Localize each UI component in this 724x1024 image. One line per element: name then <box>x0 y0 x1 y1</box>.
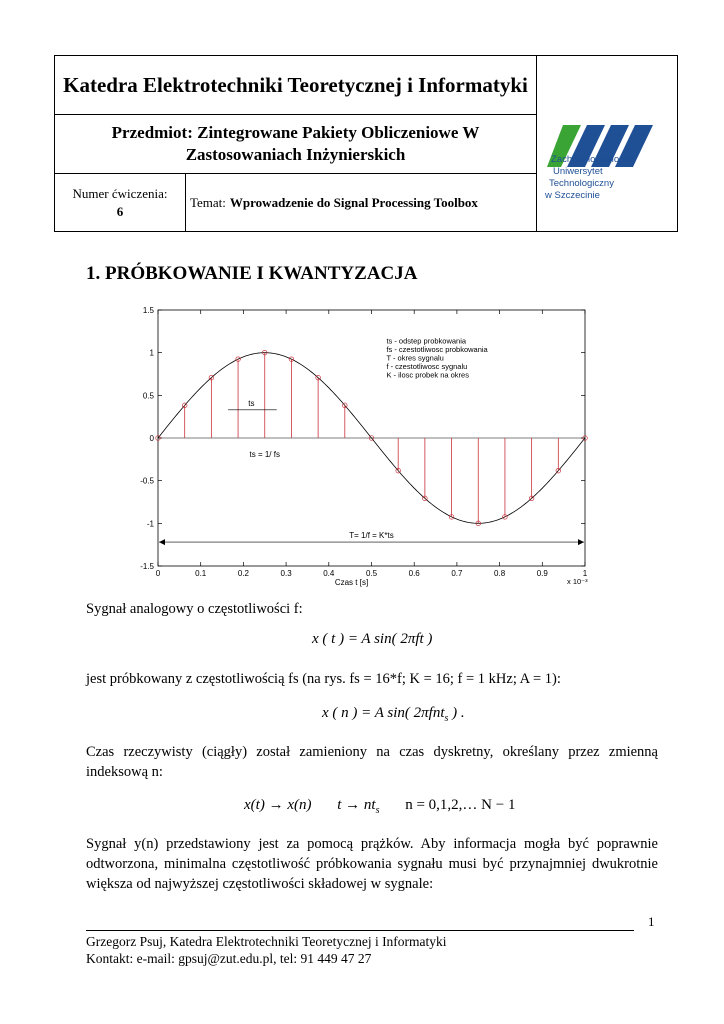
header-left <box>54 55 537 232</box>
exercise-label: Numer ćwiczenia: <box>72 186 168 201</box>
equation-3-part-2: t → nt <box>337 797 376 813</box>
topic-cell <box>187 174 536 231</box>
equation-2-rhs: A sin( 2πfnt <box>374 705 445 721</box>
period-formula: T= 1/f = K*ts <box>349 531 394 541</box>
exercise-number-cell <box>55 174 186 231</box>
equation-1 <box>312 631 432 648</box>
ts-formula: ts = 1/ fs <box>249 449 280 459</box>
equation-2-sub: s <box>444 713 449 724</box>
chart-x-ticks <box>156 310 588 587</box>
legend-line: f - czestotliwosc sygnalu <box>386 361 468 371</box>
topic-label: Temat: <box>190 194 226 210</box>
page-number: 1 <box>648 914 655 929</box>
footer <box>86 933 447 967</box>
paragraph-3: Czas rzeczywisty (ciągły) został zamieniony na czas dyskretny, określany przez zmienną indeksową n: <box>86 744 658 780</box>
legend-line: K - ilosc probek na okres <box>386 370 469 380</box>
legend-line: ts - odstep probkowania <box>386 336 467 346</box>
paragraph-1: Sygnał analogowy o częstotliwości f: <box>86 601 303 617</box>
y-tick-label: 1 <box>149 348 154 358</box>
y-tick-label: 1.5 <box>142 306 154 315</box>
x-axis-multiplier: x 10⁻³ <box>567 577 588 586</box>
equation-3 <box>244 797 515 816</box>
x-tick-label: 0.8 <box>494 569 506 578</box>
period-arrow-right-icon <box>578 539 584 545</box>
subject-title <box>55 115 536 174</box>
x-tick-label: 0.9 <box>536 569 548 578</box>
header-table <box>54 55 678 232</box>
exercise-row <box>55 174 536 231</box>
footer-author: Grzegorz Psuj, Katedra Elektrotechniki Teoretycznej i Informatyki <box>86 934 447 949</box>
x-tick-label: 0.4 <box>323 569 335 578</box>
paragraph-2: jest próbkowany z częstotliwością fs (na rys. fs = 16*f; K = 16; f = 1 kHz; A = 1): <box>86 671 561 687</box>
logo-line: Zachodniopomorski <box>551 154 634 165</box>
footer-contact: Kontakt: e-mail: gpsuj@zut.edu.pl, tel: 91 449 47 27 <box>86 951 372 966</box>
logo-line: Technologiczny <box>549 178 614 189</box>
equation-2 <box>322 705 465 724</box>
section-title: 1. PRÓBKOWANIE I KWANTYZACJA <box>86 263 418 284</box>
x-tick-label: 0.2 <box>237 569 249 578</box>
x-tick-label: 0 <box>155 569 161 578</box>
period-arrow-left-icon <box>159 539 165 545</box>
topic-title: Wprowadzenie do Signal Processing Toolbox <box>229 194 478 210</box>
y-tick-label: 0.5 <box>142 391 154 401</box>
equation-1-rhs: A sin( 2πft ) <box>361 631 433 647</box>
paragraph-4: Sygnał y(n) przedstawiony jest za pomocą prążków. Aby informacja mogła być poprawnie odtworzona, minimalna częstotliwość próbkowania sygnału musi być przynajmniej dwukrotnie większa od najwyższej częstotliwości składowej w sygnale: <box>86 836 658 892</box>
footer-divider <box>86 930 634 931</box>
subject-line-1: Przedmiot: Zintegrowane Pakiety Obliczeniowe W <box>111 123 480 142</box>
exercise-number: 6 <box>116 204 124 219</box>
y-tick-label: 0 <box>149 434 154 443</box>
legend-line: fs - czestotliwosc probkowania <box>386 344 488 354</box>
y-tick-label: -0.5 <box>140 476 154 486</box>
equation-3-part-3: n = 0,1,2,… N − 1 <box>405 797 516 813</box>
x-tick-label: 1 <box>582 569 588 578</box>
equation-1-lhs: x ( t ) = <box>312 631 362 647</box>
equation-2-lhs: x ( n ) = <box>322 705 375 721</box>
chart-annotations <box>159 399 584 545</box>
y-tick-label: -1 <box>146 519 154 529</box>
department-title: Katedra Elektrotechniki Teoretycznej i Informatyki <box>55 56 536 115</box>
logo-cell <box>535 55 678 232</box>
x-tick-label: 0.1 <box>195 569 207 578</box>
chart-legend <box>386 336 488 379</box>
y-tick-label: -1.5 <box>140 562 154 571</box>
subject-line-2: Zastosowaniach Inżynierskich <box>185 145 406 164</box>
x-tick-label: 0.6 <box>408 569 420 578</box>
equation-3-part-1: x(t) → x(n) <box>244 797 312 813</box>
legend-line: T - okres sygnalu <box>386 353 444 363</box>
x-axis-label: Czas t [s] <box>334 578 369 587</box>
logo-line: Uniwersytet <box>553 166 603 177</box>
sampling-chart <box>130 300 610 590</box>
ts-label: ts <box>248 398 255 408</box>
logo-text <box>545 154 665 202</box>
logo-line: w Szczecinie <box>545 190 600 201</box>
equation-2-tail: ) . <box>448 705 465 721</box>
x-tick-label: 0.3 <box>280 569 292 578</box>
x-tick-label: 0.7 <box>451 569 463 578</box>
x-tick-label: 0.5 <box>365 569 378 578</box>
equation-3-part-2-sub: s <box>375 805 380 816</box>
